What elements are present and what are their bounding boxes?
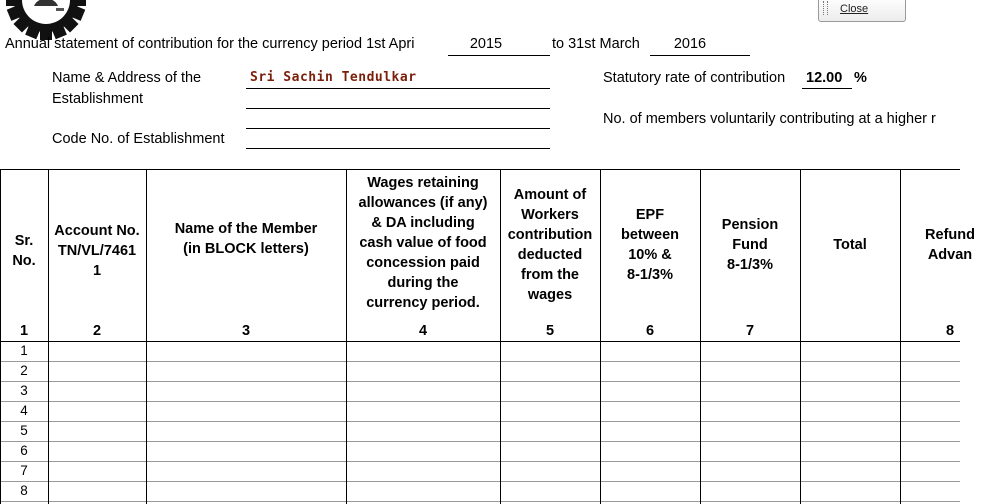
header-pension-fund: Pension Fund 8-1/3%: [721, 217, 779, 273]
organization-logo: [0, 0, 92, 34]
row-line: [0, 461, 960, 462]
establishment-name-label-line2: Establishment: [52, 91, 144, 107]
row-number: 1: [20, 343, 28, 358]
row-line: [0, 361, 960, 362]
statement-period-to-text: to 31st March: [552, 36, 640, 52]
header-member-name: Name of the Member (in BLOCK letters): [174, 221, 318, 257]
year-from-underline: [448, 55, 550, 56]
establishment-name-label: Name & Address of the: [52, 70, 202, 86]
statutory-rate-underline: [802, 88, 852, 89]
members-higher-rate-label: No. of members voluntarily contributing at a higher r: [603, 111, 936, 127]
row-number: 8: [20, 483, 28, 498]
row-line: [0, 501, 960, 502]
row-number: 6: [20, 443, 28, 458]
header-total: Total: [833, 237, 867, 253]
row-line: [0, 381, 960, 382]
statutory-rate-percent: %: [854, 70, 867, 86]
column-number: 1: [19, 323, 29, 339]
name-underline-1: [246, 88, 550, 89]
column-number: 3: [241, 323, 251, 339]
grip-icon: [823, 1, 828, 15]
statutory-rate-label: Statutory rate of contribution: [603, 70, 786, 86]
header-refund-advance: Refund Advan: [925, 227, 975, 263]
row-line: [0, 481, 960, 482]
statutory-rate-value[interactable]: 12.00: [806, 70, 843, 86]
establishment-name-value[interactable]: Sri Sachin Tendulkar: [250, 70, 417, 85]
header-account-no: Account No. TN/VL/7461 1: [54, 223, 140, 279]
year-to-field[interactable]: 2016: [673, 36, 707, 52]
close-button[interactable]: [818, 0, 906, 22]
column-number: 2: [92, 323, 102, 339]
row-number: 5: [20, 423, 28, 438]
contribution-table: [0, 169, 975, 504]
header-workers-contribution: Amount of Workers contribution deducted from the wages: [507, 187, 593, 303]
column-number: 5: [545, 323, 555, 339]
row-number: 4: [20, 403, 28, 418]
year-from-field[interactable]: 2015: [469, 36, 503, 52]
establishment-code-label: Code No. of Establishment: [52, 131, 225, 147]
row-number: 3: [20, 383, 28, 398]
close-button-label: Close: [840, 3, 869, 15]
statement-period-text: Annual statement of contribution for the currency period 1st Apri: [5, 36, 415, 52]
row-number: 2: [20, 363, 28, 378]
name-underline-2: [246, 108, 550, 109]
year-to-underline: [650, 55, 750, 56]
row-number: 7: [20, 463, 28, 478]
row-line: [0, 421, 960, 422]
header-bottom-border: [0, 341, 960, 342]
column-number: 8: [945, 323, 955, 339]
header-epf: EPF between 10% & 8-1/3%: [620, 207, 679, 283]
column-number: 7: [745, 323, 755, 339]
column-number: 4: [418, 323, 428, 339]
row-line: [0, 441, 960, 442]
column-number: 6: [645, 323, 655, 339]
header-wages: Wages retaining allowances (if any) & DA including cash value of food concession paid during the currency period.: [358, 175, 488, 311]
row-line: [0, 401, 960, 402]
name-underline-3: [246, 128, 550, 129]
header-sr-no: Sr. No.: [12, 233, 36, 269]
establishment-code-field[interactable]: [246, 148, 550, 149]
